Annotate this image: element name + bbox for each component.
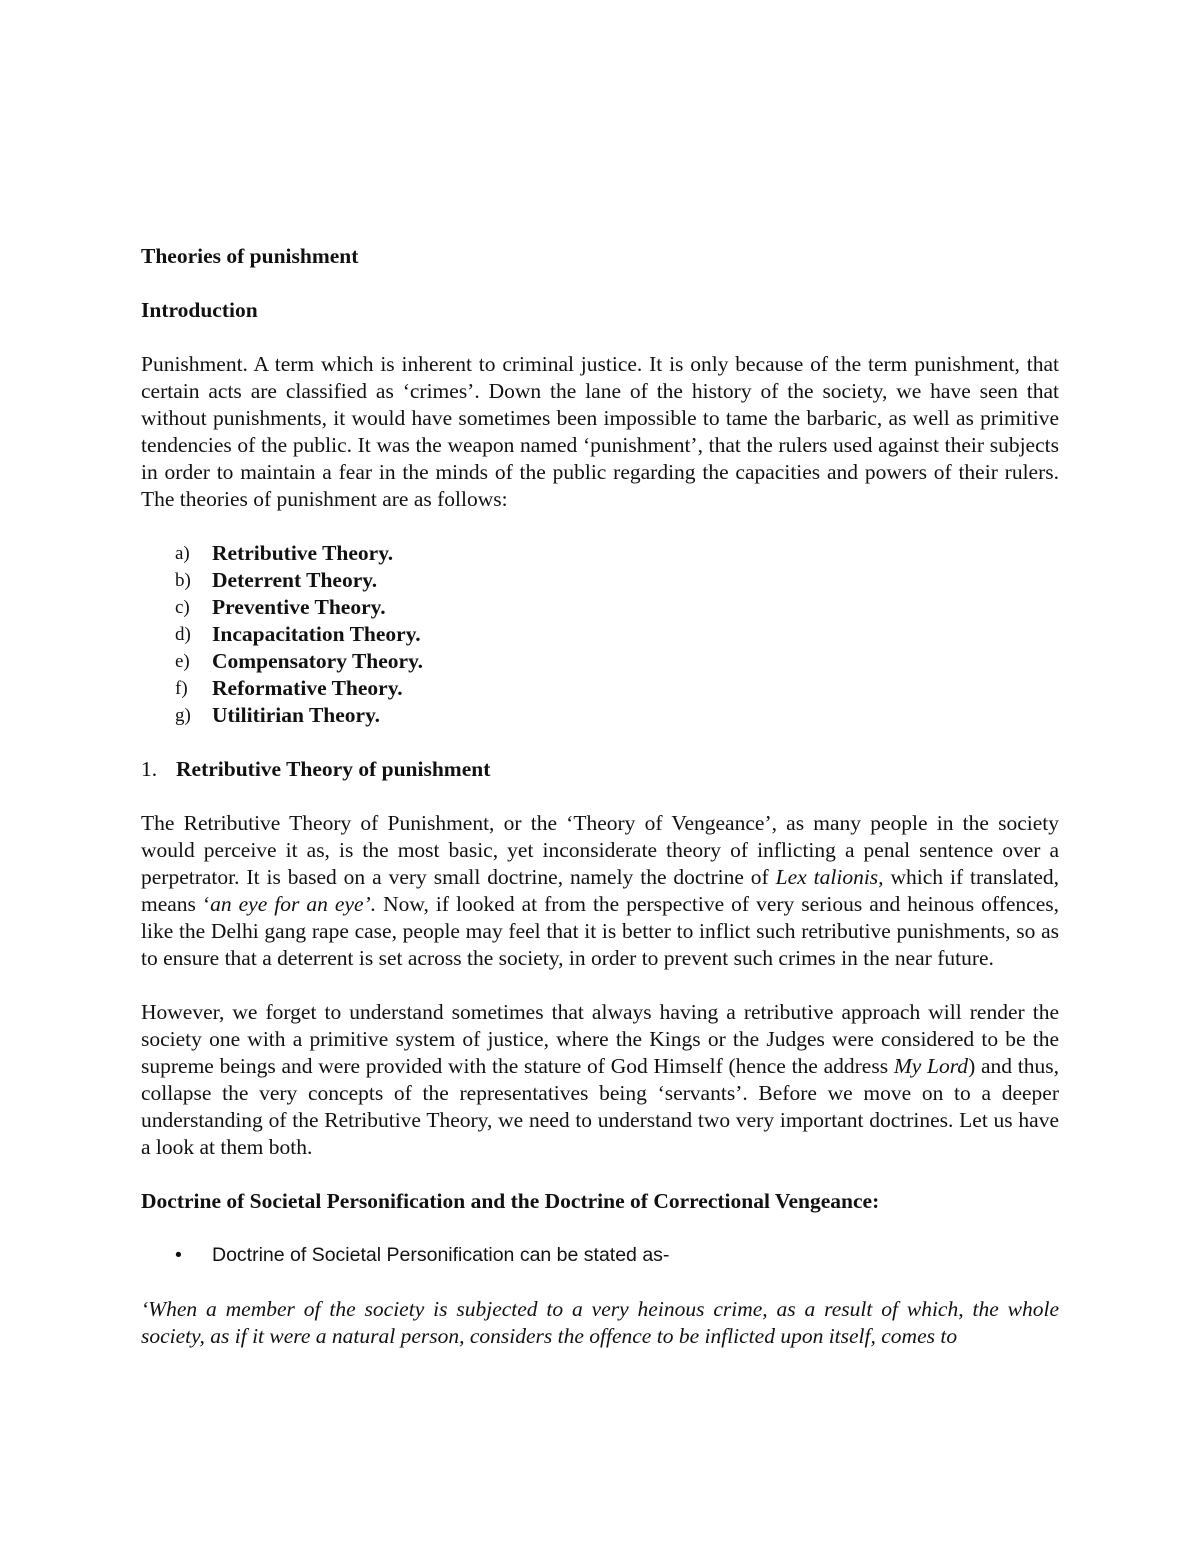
list-item	[141, 567, 1059, 594]
section-title: Retributive Theory of punishment	[176, 757, 491, 781]
bullet-text: Doctrine of Societal Personification can be stated as-	[212, 1244, 670, 1266]
lex-talionis-term: Lex talionis,	[775, 865, 884, 889]
list-item	[141, 702, 1059, 729]
text-run: However, we forget to understand sometimes that always having a retributive approach will render the society one with a primitive system of justice, where the Kings or the Judges were considered to be the supreme beings and were provided with the stature of God Himself (hence the address	[141, 1000, 1059, 1078]
theory-label: Preventive Theory.	[212, 595, 386, 619]
list-marker: f)	[175, 678, 188, 699]
list-item	[141, 540, 1059, 567]
list-item	[141, 675, 1059, 702]
list-marker: e)	[175, 651, 190, 672]
text-run: ) and thus, collapse the very concepts of the representatives being ‘servants’. Before we move on to a deeper understanding of the Retributive Theory, we need to understand two very important doctrines. Let us have a look at them both.	[141, 1054, 1059, 1159]
intro-heading: Introduction	[141, 298, 258, 322]
text-run: which if translated, means ‘	[141, 865, 1059, 916]
text-run: The Retributive Theory of Punishment, or the ‘Theory of Vengeance’, as many people in the society would perceive it as, is the most basic, yet inconsiderate theory of inflicting a penal sentence over a perpetrator. It is based on a very small doctrine, namely the doctrine of	[141, 811, 1059, 889]
theory-label: Incapacitation Theory.	[212, 622, 421, 646]
list-item	[141, 648, 1059, 675]
doctrine-quote: ‘When a member of the society is subjected to a very heinous crime, as a result of which, the whole society, as if it were a natural person, considers the offence to be inflicted upon itself, comes to	[141, 1297, 1059, 1348]
theory-label: Deterrent Theory.	[212, 568, 378, 592]
document-title: Theories of punishment	[141, 244, 359, 268]
doctrine-heading: Doctrine of Societal Personification and the Doctrine of Correctional Vengeance:	[141, 1189, 880, 1213]
text-run: Now, if looked at from the perspective of very serious and heinous offences, like the Delhi gang rape case, people may feel that it is better to inflict such retributive punishments, so as to ensure that a deterrent is set across the society, in order to prevent such crimes in the near future.	[141, 892, 1059, 970]
retributive-paragraph-2	[141, 999, 1059, 1161]
retributive-paragraph-1	[141, 810, 1059, 972]
list-marker: a)	[175, 543, 190, 564]
document-page	[141, 243, 1059, 1350]
bullet-icon: •	[175, 1244, 182, 1266]
list-item	[141, 621, 1059, 648]
theory-label: Compensatory Theory.	[212, 649, 424, 673]
list-marker: d)	[175, 624, 191, 645]
intro-paragraph: Punishment. A term which is inherent to criminal justice. It is only because of the term punishment, that certain acts are classified as ‘crimes’. Down the lane of the history of the society, we have seen that without punishments, it would have sometimes been impossible to tame the barbaric, as well as primitive tendencies of the public. It was the weapon named ‘punishment’, that the rulers used against their subjects in order to maintain a fear in the minds of the public regarding the capacities and powers of their rulers. The theories of punishment are as follows:	[141, 352, 1059, 511]
list-item	[141, 594, 1059, 621]
section-number: 1.	[141, 757, 158, 781]
theory-label: Reformative Theory.	[212, 676, 403, 700]
theories-list	[141, 540, 1059, 729]
list-marker: b)	[175, 570, 191, 591]
list-marker: g)	[175, 705, 191, 726]
theory-label: Utilitirian Theory.	[212, 703, 381, 727]
my-lord-phrase: My Lord	[893, 1054, 969, 1078]
section-heading	[141, 756, 1059, 783]
bullet-item	[141, 1242, 1059, 1269]
list-marker: c)	[175, 597, 190, 618]
eye-for-eye-phrase: an eye for an eye’.	[210, 892, 377, 916]
theory-label: Retributive Theory.	[212, 541, 394, 565]
